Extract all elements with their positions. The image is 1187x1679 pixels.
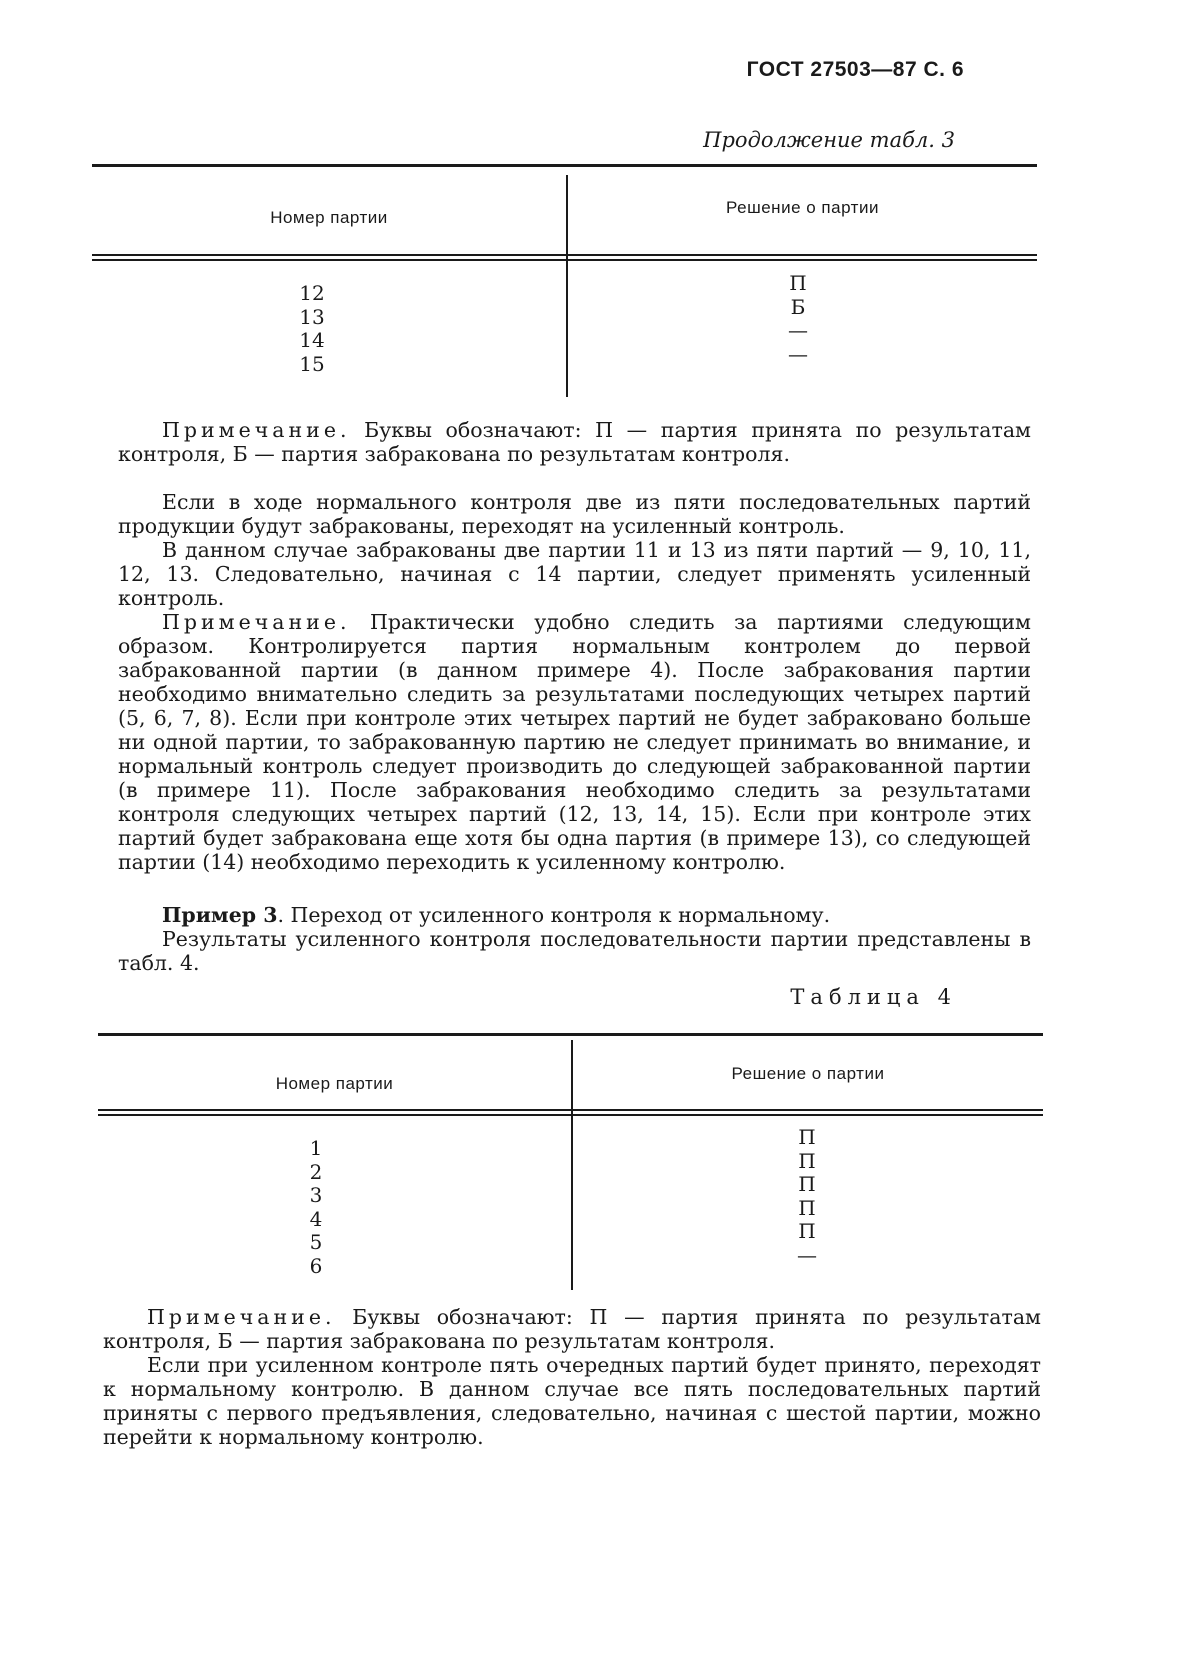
table-cell: П — [789, 271, 807, 295]
table-cell: 1 — [309, 1136, 323, 1160]
table4-header-rule-2 — [98, 1114, 1043, 1116]
table-cell: П — [798, 1125, 816, 1149]
table4-header-rule — [98, 1109, 1043, 1111]
note2-text: Практически удобно следить за партиями следующим образом. Контролируется партия нормальным контролем до первой забракованной партии (в данном примере 4). После забракования партии необходимо внимательно следить за результатами последующих четырех партий (5, 6, 7, 8). Если при контроле этих четырех партий не будет забраковано больше ни одной партии, то забракованную партию не следует принимать во внимание, и нормальный контроль следует производить до следующей забракованной партии (в примере 11). После забракования необходимо следить за результатами контроля следующих четырех партий (12, 13, 14, 15). Если при контроле этих партий будет забракована еще хотя бы одна партия (в примере 13), со следующей партии (14) необходимо переходить к усиленному контролю. — [118, 610, 1031, 874]
table3-top-rule — [92, 164, 1037, 167]
table-cell: 13 — [299, 304, 325, 329]
table3-continuation: Продолжение табл. 3 — [703, 128, 955, 152]
note3-text: Буквы обозначают: П — партия принята по результатам контроля, Б — партия забракована по результатам контроля. — [103, 1305, 1041, 1353]
table4-col-numbers — [266, 1137, 366, 1278]
body-section-1 — [118, 490, 1031, 874]
body-section-2 — [103, 1305, 1041, 1449]
table-cell: 6 — [309, 1253, 323, 1278]
body1-paragraph-2: В данном случае забракованы две партии 11 и 13 из пяти партий — 9, 10, 11, 12, 13. Следовательно, начиная с 14 партии, следует применять усиленный контроль. — [118, 538, 1031, 610]
table-cell: — — [797, 1242, 817, 1267]
note3-label: Примечание. — [147, 1305, 336, 1329]
table-cell: 15 — [299, 351, 325, 376]
table-cell: 2 — [309, 1159, 323, 1184]
table-cell: — — [788, 318, 808, 342]
table3-col-decisions — [748, 272, 848, 366]
table-cell: П — [798, 1148, 816, 1173]
table-cell: П — [798, 1172, 816, 1196]
note1-text: Буквы обозначают: П — партия принята по результатам контроля, Б — партия забракована по результатам контроля. — [118, 418, 1031, 466]
example3-label: Пример 3 — [162, 903, 278, 927]
body1-paragraph-1: Если в ходе нормального контроля две из пяти последовательных партий продукции будут забракованы, переходят на усиленный контроль. — [118, 490, 1031, 538]
table3-col2-header: Решение о партии — [726, 198, 879, 217]
table4-title: Таблица 4 — [790, 985, 957, 1009]
table-cell: 3 — [309, 1183, 323, 1207]
note1-label: Примечание. — [162, 418, 351, 442]
page-header: ГОСТ 27503—87 С. 6 — [746, 58, 964, 81]
table-cell: 5 — [309, 1230, 323, 1254]
example3-paragraph: Результаты усиленного контроля последовательности партии представлены в табл. 4. — [118, 927, 1031, 975]
table4-col1-header: Номер партии — [275, 1074, 394, 1093]
table4-col2-header: Решение о партии — [731, 1064, 885, 1083]
example3 — [118, 903, 1031, 975]
table4-top-rule — [98, 1033, 1043, 1036]
table4-col-decisions — [757, 1126, 857, 1267]
table3-col1-header: Номер партии — [270, 208, 388, 227]
table-cell: 14 — [299, 328, 325, 352]
table3-col-numbers — [262, 282, 362, 376]
table3-header-rule — [92, 254, 1037, 256]
note1 — [118, 418, 1031, 466]
table-cell: П — [798, 1219, 816, 1243]
table-cell: 4 — [309, 1206, 323, 1231]
table-cell: П — [798, 1195, 816, 1220]
table3-header-rule-2 — [92, 259, 1037, 261]
table-cell: 12 — [299, 281, 325, 305]
table-cell: Б — [790, 294, 806, 319]
body2-paragraph-1: Если при усиленном контроле пять очередных партий будет принято, переходят к нормальному контролю. В данном случае все пять последовательных партий приняты с первого предъявления, следовательно, начиная с шестой партии, можно перейти к нормальному контролю. — [103, 1353, 1041, 1449]
example3-title: . Переход от усиленного контроля к нормальному. — [277, 903, 831, 927]
table-cell: — — [788, 341, 808, 366]
note2-label: Примечание. — [162, 610, 351, 634]
